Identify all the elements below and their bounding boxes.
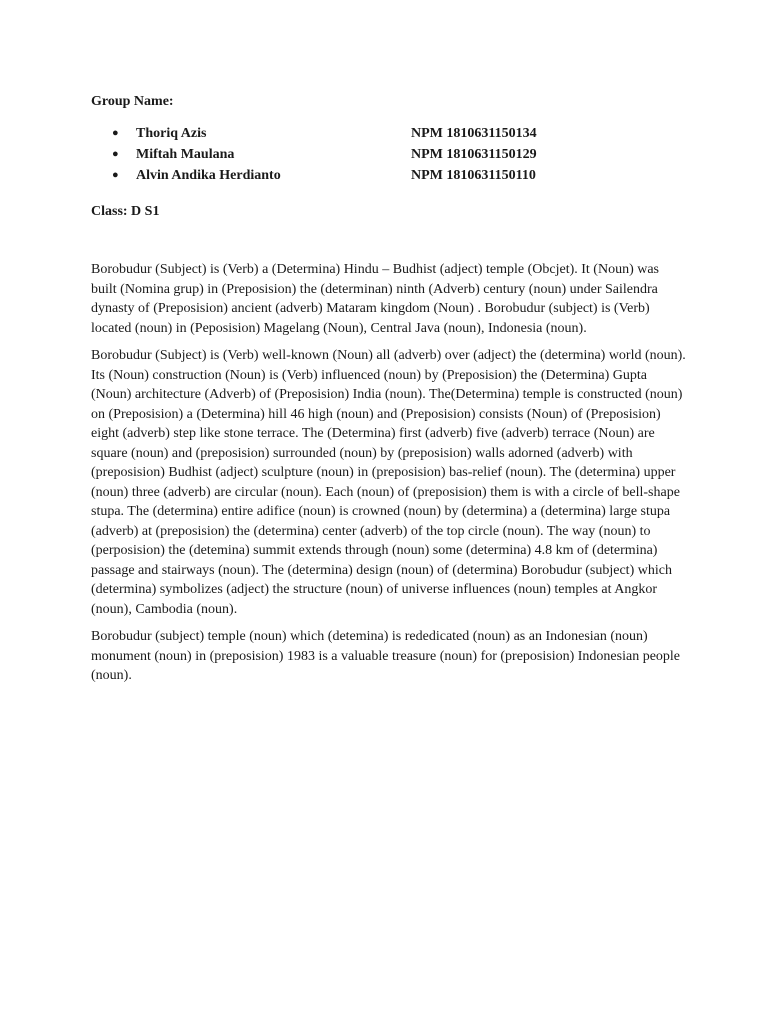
class-label: Class: D S1: [91, 204, 160, 219]
paragraph-3: Borobudur (subject) temple (noun) which (detemina) is rededicated (noun) as an Indonesian (noun) monument (noun) in (preposision) 1983 is a valuable treasure (noun) for (preposision) Indonesian people (noun).: [91, 629, 681, 683]
member-item: [91, 123, 691, 144]
member-name: Thoriq Azis: [136, 126, 207, 141]
paragraph-1: Borobudur (Subject) is (Verb) a (Determina) Hindu – Budhist (adject) temple (Obcjet). It (Noun) was built (Nomina grup) in (Preposision) the (determinan) ninth (Adverb) century (noun) under Sailendra dynasty of (Preposision) ancient (adverb) Mataram kingdom (Noun) . Borobudur (subject) is (Verb) located (noun) in (Peposision) Magelang (Noun), Central Java (noun), Indonesia (noun).: [91, 262, 660, 336]
bullet-icon: ●: [112, 127, 119, 139]
member-npm: NPM 1810631150134: [411, 126, 537, 141]
member-item: [91, 165, 691, 186]
member-item: [91, 144, 691, 165]
member-npm: NPM 1810631150129: [411, 147, 537, 162]
document-content: [91, 93, 691, 694]
bullet-icon: ●: [112, 169, 119, 181]
member-npm: NPM 1810631150110: [411, 168, 536, 183]
bullet-icon: ●: [112, 148, 119, 160]
member-name: Miftah Maulana: [136, 147, 235, 162]
paragraph-2: Borobudur (Subject) is (Verb) well-known (Noun) all (adverb) over (adject) the (determina) world (noun). Its (Noun) construction (Noun) is (Verb) influenced (noun) by (Preposision) the (Determina) Gupta (Noun) architecture (Adverb) of (Preposision) India (noun). The(Determina) temple is constructed (noun) on (Preposision) a (Determina) hill 46 high (noun) and (Preposision) consists (Noun) of (Preposision) eight (adverb) step like stone terrace. The (Determina) first (adverb) five (adverb) terrace (Noun) are square (noun) and (preposision) surrounded (noun) by (preposision) walls adorned (adverb) with (preposision) Budhist (adject) sculpture (noun) in (preposision) bas-relief (noun). The (determina) upper (noun) three (adverb) are circular (noun). Each (noun) of (preposision) them is with a circle of bell-shape stupa. The (determina) entire adifice (noun) is crowned (noun) by (determina) a (determina) large stupa (adverb) at (preposision) the (determina) center (adverb) of the top circle (noun). The way (noun) to (perposision) the (detemina) summit extends through (noun) some (determina) 4.8 km of (determina) passage and stairways (noun). The (determina) design (noun) of (determina) Borobudur (subject) which (determina) symbolizes (adject) the structure (noun) of universe influences (noun) temples at Angkor (noun), Cambodia (noun).: [91, 348, 686, 617]
member-list: [91, 123, 691, 186]
member-name: Alvin Andika Herdianto: [136, 168, 281, 183]
group-name-label: Group Name:: [91, 94, 174, 109]
body-text: [91, 260, 691, 686]
